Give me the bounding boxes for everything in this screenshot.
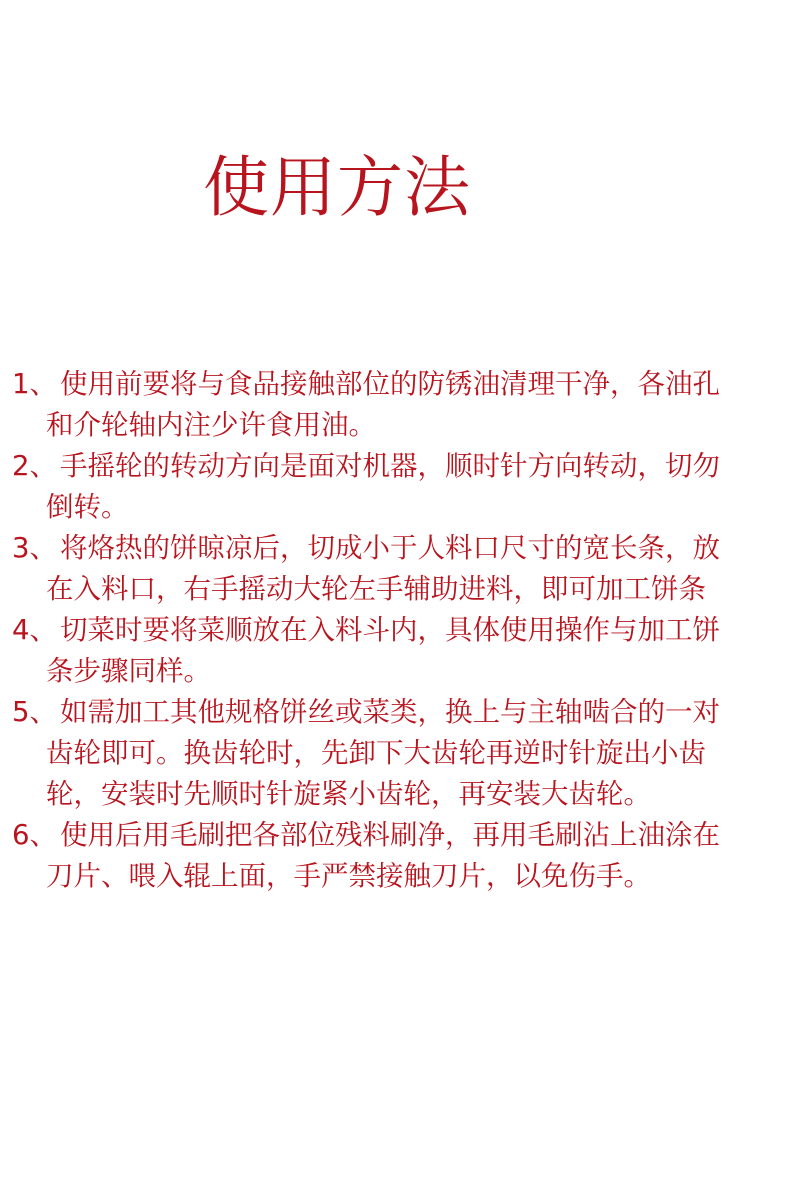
step-line: 如需加工其他规格饼丝或菜类，换上与主轴啮合的一对 (60, 696, 720, 728)
step-text (46, 364, 788, 446)
step-line: 将烙热的饼晾凉后，切成小于人料口尺寸的宽长条，放 (60, 532, 720, 564)
step-number: 3、 (12, 532, 57, 564)
page-title: 使用方法 (203, 149, 471, 226)
instruction-step-2 (12, 446, 788, 528)
step-line: 倒转。 (46, 491, 129, 523)
step-line: 刀片、喂入辊上面，手严禁接触刀片，以免伤手。 (46, 860, 651, 892)
step-text (46, 692, 788, 815)
instruction-step-3 (12, 528, 788, 610)
step-line: 在入料口，右手摇动大轮左手辅助进料，即可加工饼条 (46, 573, 706, 605)
instruction-step-6 (12, 815, 788, 897)
step-line: 使用后用毛刷把各部位残料刷净，再用毛刷沾上油涂在 (60, 819, 720, 851)
step-line: 轮，安装时先顺时针旋紧小齿轮，再安装大齿轮。 (46, 778, 651, 810)
step-line: 齿轮即可。换齿轮时，先卸下大齿轮再逆时针旋出小齿 (46, 737, 706, 769)
instruction-step-1 (12, 364, 788, 446)
step-line: 和介轮轴内注少许食用油。 (46, 409, 376, 441)
step-number: 1、 (12, 368, 57, 400)
step-text (46, 815, 788, 897)
step-line: 条步骤同样。 (46, 655, 211, 687)
instruction-list (12, 364, 788, 897)
step-line: 手摇轮的转动方向是面对机器，顺时针方向转动，切勿 (60, 450, 720, 482)
step-line: 切菜时要将菜顺放在入料斗内，具体使用操作与加工饼 (60, 614, 720, 646)
step-line: 使用前要将与食品接触部位的防锈油清理干净，各油孔 (60, 368, 720, 400)
step-text (46, 528, 788, 610)
step-text (46, 610, 788, 692)
step-text (46, 446, 788, 528)
step-number: 5、 (12, 696, 57, 728)
instruction-step-4 (12, 610, 788, 692)
instruction-step-5 (12, 692, 788, 815)
step-number: 4、 (12, 614, 57, 646)
step-number: 2、 (12, 450, 57, 482)
step-number: 6、 (12, 819, 57, 851)
